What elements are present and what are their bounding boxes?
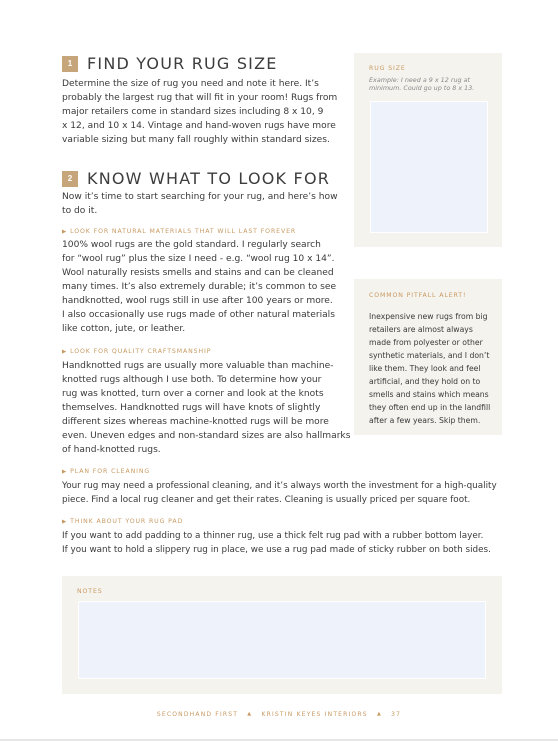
triangle-bullet-icon: ▶ xyxy=(62,349,68,355)
pitfall-alert-box xyxy=(354,279,502,435)
rug-size-label: RUG SIZE xyxy=(369,65,406,72)
pitfall-line: they often end up in the landfill xyxy=(369,403,491,412)
body-line: probably the largest rug that will fit in your room! Rugs from xyxy=(62,93,338,103)
body-line: knotted rugs although I use both. To determine how your xyxy=(62,375,322,385)
triangle-bullet-icon: ▶ xyxy=(62,519,68,525)
pitfall-label: COMMON PITFALL ALERT! xyxy=(369,292,467,299)
tip-heading-craftsmanship: ▶ LOOK FOR QUALITY CRAFTSMANSHIP xyxy=(62,348,212,355)
pitfall-line: smells and stains which means xyxy=(369,390,489,399)
body-line: piece. Find a local rug cleaner and get their rates. Cleaning is usually priced per square foot. xyxy=(62,495,471,505)
body-line: major retailers come in standard sizes including 8 x 10, 9 xyxy=(62,107,324,117)
pitfall-line: made from polyester or other xyxy=(369,338,483,347)
section-2-heading xyxy=(62,169,330,188)
body-line: even. Uneven edges and non-standard sizes are also hallmarks xyxy=(62,431,351,441)
section-2-intro xyxy=(62,190,338,218)
body-line: If you want to hold a slippery rug in place, we use a rug pad made of sticky rubber on both sides. xyxy=(62,545,491,555)
body-line: Determine the size of rug you need and note it here. It’s xyxy=(62,79,319,89)
tip-heading-rug-pad: ▶ THINK ABOUT YOUR RUG PAD xyxy=(62,518,184,525)
tip-heading-natural-materials: ▶ LOOK FOR NATURAL MATERIALS THAT WILL LAST FOREVER xyxy=(62,228,297,235)
pitfall-line: like them. They look and feel xyxy=(369,364,481,373)
footer-book-title: SECONDHAND FIRST xyxy=(156,711,239,718)
rug-size-example: Example: I need a 9 x 12 rug at minimum. Could go up to 8 x 13. xyxy=(369,76,475,92)
tip-body-natural-materials xyxy=(62,238,336,336)
triangle-separator-icon: ▲ xyxy=(247,711,253,717)
notes-field[interactable] xyxy=(78,601,486,679)
body-line: 100% wool rugs are the gold standard. I regularly search xyxy=(62,240,321,250)
body-line: like cotton, jute, or leather. xyxy=(62,324,186,334)
section-1-body xyxy=(62,77,337,147)
page-footer xyxy=(0,711,558,718)
body-line: to do it. xyxy=(62,206,98,216)
section-title: KNOW WHAT TO LOOK FOR xyxy=(87,169,331,188)
body-line: Handknotted rugs are usually more valuable than machine- xyxy=(62,361,334,371)
triangle-bullet-icon: ▶ xyxy=(62,469,68,475)
notes-label: NOTES xyxy=(77,588,103,595)
body-line: handknotted, wool rugs still in use after 100 years or more. xyxy=(62,296,333,306)
pitfall-text xyxy=(369,310,493,427)
triangle-separator-icon: ▲ xyxy=(376,711,382,717)
body-line: different sizes whereas machine-knotted rugs will be more xyxy=(62,417,329,427)
pitfall-line: artificial, and they hold on to xyxy=(369,377,481,386)
rug-size-box xyxy=(354,53,502,247)
tip-body-craftsmanship xyxy=(62,359,350,457)
body-line: variable sizing but many fall roughly within standard sizes. xyxy=(62,135,330,145)
footer-author: KRISTIN KEYES INTERIORS xyxy=(261,711,368,718)
section-number-badge: 1 xyxy=(62,56,78,72)
pitfall-line: retailers are almost always xyxy=(369,325,473,334)
page-number: 37 xyxy=(391,711,402,718)
pitfall-line: synthetic materials, and I don’t xyxy=(369,351,490,360)
body-line: Your rug may need a professional cleaning, and it’s always worth the investment for a high-quality xyxy=(62,481,497,491)
body-line: I also occasionally use rugs made of other natural materials xyxy=(62,310,335,320)
rug-size-field[interactable] xyxy=(370,101,488,233)
body-line: If you want to add padding to a thinner rug, use a thick felt rug pad with a rubber bottom layer. xyxy=(62,531,484,541)
section-title: FIND YOUR RUG SIZE xyxy=(87,54,278,73)
body-line: themselves. Handknotted rugs will have knots of slightly xyxy=(62,403,321,413)
notes-box xyxy=(62,576,502,694)
body-line: for “wool rug” plus the size I need - e.g. “wool rug 10 x 14”. xyxy=(62,254,335,264)
body-line: of hand-knotted rugs. xyxy=(62,445,161,455)
body-line: Now it’s time to start searching for your rug, and here’s how xyxy=(62,192,338,202)
triangle-bullet-icon: ▶ xyxy=(62,229,68,235)
tip-body-rug-pad xyxy=(62,529,491,557)
section-1-heading xyxy=(62,54,278,73)
tip-heading-cleaning: ▶ PLAN FOR CLEANING xyxy=(62,468,151,475)
body-line: Wool naturally resists smells and stains and can be cleaned xyxy=(62,268,334,278)
pitfall-line: after a few years. Skip them. xyxy=(369,416,481,425)
tip-body-cleaning xyxy=(62,479,497,507)
body-line: x 12, and 10 x 14. Vintage and hand-woven rugs have more xyxy=(62,121,336,131)
pitfall-line: Inexpensive new rugs from big xyxy=(369,312,488,321)
body-line: rug was knotted, turn over a corner and look at the knots xyxy=(62,389,324,399)
section-number-badge: 2 xyxy=(62,171,78,187)
body-line: many times. It’s also extremely durable; it’s common to see xyxy=(62,282,337,292)
